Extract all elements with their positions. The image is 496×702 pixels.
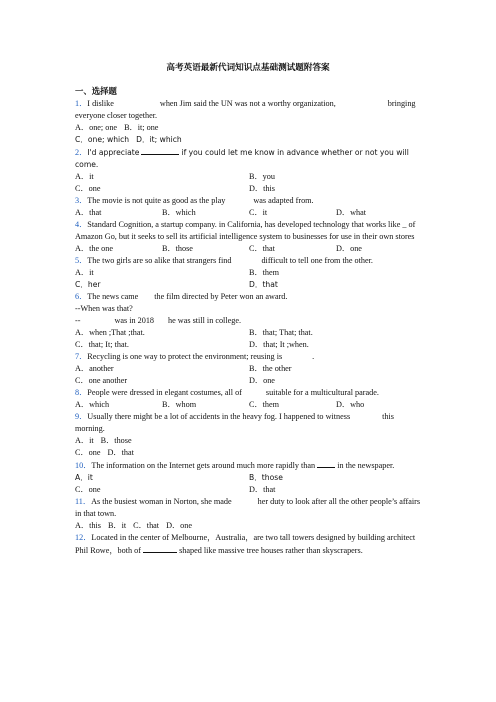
question-6 xyxy=(75,291,423,351)
question-text: the film directed by Peter won an award. xyxy=(154,292,288,301)
option-b: B．which xyxy=(162,208,196,217)
question-number: 10． xyxy=(75,461,92,470)
question-5 xyxy=(75,255,423,291)
question-4 xyxy=(75,219,423,255)
question-text: her duty to look after all the other people’s affairs in that town. xyxy=(75,497,421,518)
option-d: D．one xyxy=(336,244,362,253)
section-heading: 一、选择题 xyxy=(75,86,117,96)
question-text: Located in the center of Melbourne，Australia，are two tall towers designed by building architect Phil Rowe，both of xyxy=(75,533,416,555)
question-text: The news came xyxy=(87,292,139,301)
option-d: D．what xyxy=(336,208,367,217)
option-a: A．another xyxy=(75,364,114,373)
option-a: A．the one xyxy=(75,244,113,253)
question-2 xyxy=(75,146,423,195)
dialogue-line: he was still in college. xyxy=(168,316,242,325)
option-c: C．it xyxy=(249,208,268,217)
option-d: D．that; It ;when. xyxy=(249,340,309,349)
option-a: A．when ;That ;that. xyxy=(75,328,145,337)
answer-blank xyxy=(141,146,179,155)
option-d: D．that xyxy=(249,280,278,289)
question-text: I dislike xyxy=(87,99,114,108)
question-number: 12． xyxy=(75,533,92,542)
question-text: bringing everyone closer together. xyxy=(75,99,416,120)
option-a: A．which xyxy=(75,400,110,409)
option-c: C．that xyxy=(249,244,275,253)
question-text: . xyxy=(312,352,315,361)
option-a: A．this xyxy=(75,521,101,530)
answer-blank xyxy=(317,459,335,468)
question-number: 4． xyxy=(75,220,88,229)
question-text: I'd appreciate xyxy=(87,148,140,157)
question-text: Usually there might be a lot of accidents in the heavy fog. I happened to witness xyxy=(87,412,351,421)
question-text: shaped like massive tree houses rather than skyscrapers. xyxy=(179,546,363,555)
question-number: 7． xyxy=(75,352,88,361)
question-text: difficult to tell one from the other. xyxy=(261,256,373,265)
question-number: 5． xyxy=(75,256,88,265)
question-number: 3． xyxy=(75,196,88,205)
question-1 xyxy=(75,98,423,146)
question-text: Standard Cognition, a startup company. in California, has developed technology that works like _ of Amazon Go, but it seeks to sell its artificial intelligence system to businesses for use in their own stores xyxy=(75,220,416,241)
option-c: C．them xyxy=(249,400,280,409)
question-text: The information on the Internet gets around much more rapidly than xyxy=(91,461,316,470)
question-11 xyxy=(75,496,423,532)
question-12 xyxy=(75,532,423,557)
option-a: A．one; one xyxy=(75,123,118,132)
option-b: B．those xyxy=(162,244,193,253)
option-d: D．it; which xyxy=(136,135,182,144)
question-text: People were dressed in elegant costumes, all of xyxy=(87,388,242,397)
question-text: was adapted from. xyxy=(253,196,314,205)
option-c: C．one another xyxy=(75,376,128,385)
answer-blank xyxy=(143,544,177,553)
question-text: suitable for a multicultural parade. xyxy=(265,388,379,397)
dialogue-line: was in 2018 xyxy=(114,316,155,325)
option-b: B．those xyxy=(100,436,132,445)
option-a: A．it xyxy=(75,436,94,445)
document-title: 高考英语最新代词知识点基础测试题附答案 xyxy=(166,63,330,73)
option-d: D．who xyxy=(336,400,365,409)
question-number: 11． xyxy=(75,497,92,506)
question-7 xyxy=(75,351,423,387)
option-d: D．one xyxy=(249,376,275,385)
question-text: in the newspaper. xyxy=(337,461,395,470)
option-c: C．one; which xyxy=(75,135,130,144)
option-d: D．one xyxy=(166,521,192,530)
question-number: 2． xyxy=(75,148,88,157)
question-text: As the busiest woman in Norton, she made xyxy=(91,497,232,506)
option-b: B．it; one xyxy=(124,123,159,132)
question-3 xyxy=(75,195,423,219)
option-c: C．that xyxy=(133,521,160,530)
dialogue-line: -- xyxy=(75,316,81,325)
option-b: B．the other xyxy=(249,364,292,373)
dialogue-line: --When was that? xyxy=(75,304,133,313)
option-d: D．that xyxy=(249,485,276,494)
question-text: this morning. xyxy=(75,412,394,433)
question-text: if you could let me know in advance whether or not you will come. xyxy=(75,148,409,169)
option-b: B．whom xyxy=(162,400,197,409)
question-10 xyxy=(75,459,423,496)
option-a: A．it xyxy=(75,473,93,482)
option-c: C．one xyxy=(75,448,101,457)
option-c: C．her xyxy=(75,280,101,289)
question-8 xyxy=(75,387,423,411)
option-c: C．that; It; that. xyxy=(75,340,129,349)
question-number: 6． xyxy=(75,292,88,301)
question-number: 1． xyxy=(75,99,88,108)
option-b: B．it xyxy=(107,521,127,530)
question-text: The two girls are so alike that strangers find xyxy=(87,256,232,265)
option-b: B．that; That; that. xyxy=(249,328,313,337)
question-text: The movie is not quite as good as the play xyxy=(87,196,226,205)
option-b: B．those xyxy=(249,473,283,482)
option-a: A．it xyxy=(75,172,94,181)
question-text: when Jim said the UN was not a worthy organization, xyxy=(159,99,336,108)
option-a: A．that xyxy=(75,208,102,217)
option-d: D．that xyxy=(107,448,134,457)
question-number: 9． xyxy=(75,412,88,421)
question-list xyxy=(75,98,423,557)
option-c: C．one xyxy=(75,184,101,193)
option-b: B．them xyxy=(249,268,280,277)
option-d: D．this xyxy=(249,184,275,193)
option-b: B．you xyxy=(249,172,275,181)
option-c: C．one xyxy=(75,485,101,494)
question-number: 8． xyxy=(75,388,88,397)
question-text: Recycling is one way to protect the environment; reusing is xyxy=(87,352,283,361)
option-a: A．it xyxy=(75,268,94,277)
question-9 xyxy=(75,411,423,459)
